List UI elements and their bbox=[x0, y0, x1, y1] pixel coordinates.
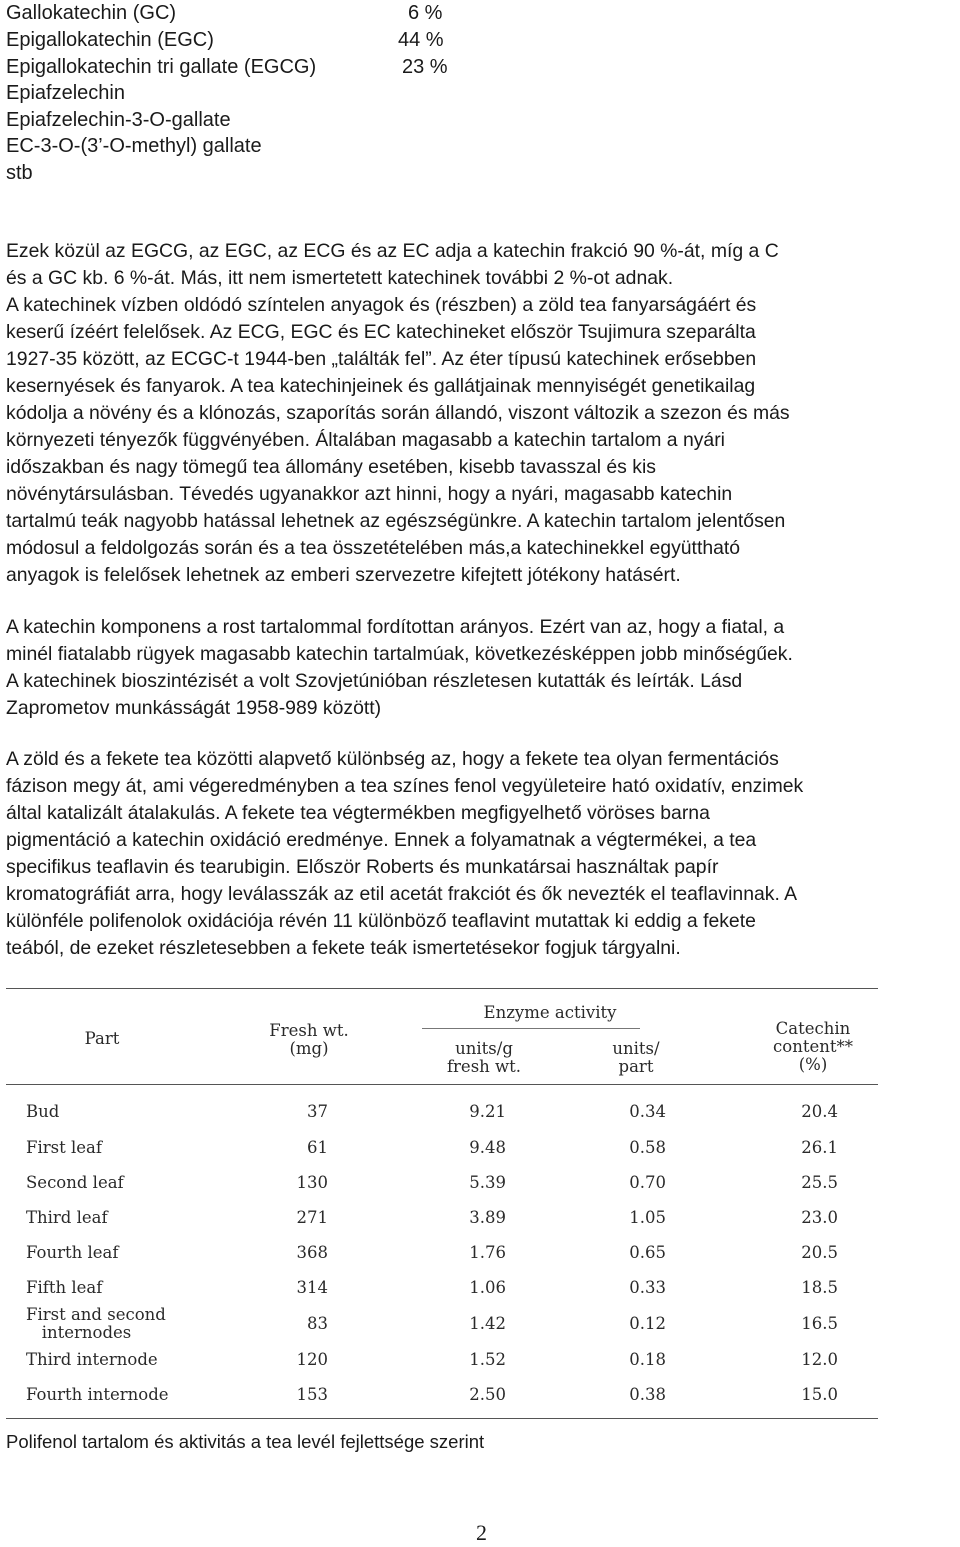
row-catechin: 26.1 bbox=[801, 1138, 838, 1157]
header-catechin: Catechin bbox=[775, 1019, 851, 1038]
row-units-part: 0.65 bbox=[629, 1243, 666, 1262]
row-units-part: 0.58 bbox=[629, 1138, 666, 1157]
row-part: Fourth internode bbox=[26, 1385, 169, 1404]
row-fresh: 120 bbox=[296, 1350, 328, 1369]
list-item-value: 44 % bbox=[398, 29, 444, 51]
list-item: Epigallokatechin tri gallate (EGCG) bbox=[6, 56, 317, 78]
list-item: Epigallokatechin (EGC) bbox=[6, 29, 214, 51]
row-catechin: 25.5 bbox=[801, 1173, 838, 1192]
row-units-part: 0.70 bbox=[629, 1173, 666, 1192]
paragraph-catechin-fractions: Ezek közül az EGCG, az EGC, az ECG és az EC adja a katechin frakció 90 %-át, míg a C és a GC kb. 6 %-át. Más, itt nem ismertetett katechinek további 2 %-ot adnak. A katechinek vízben oldódó színtelen anyagok és (részben) a zöld tea fanyarságáért és keserű ízéért felelősek. Az ECG, EGC és EC katechineket először Tsujimura szeparálta 1927-35 között, az ECGC-t 1944-ben „találták fel”. Az éter típusú katechinek erősebben kesernyések és fanyarok. A tea katechinjeinek és gallátjainak mennyiségét genetikailag kódolja a növény és a klónozás, szaporítás során állandó, viszont változik a szezon és más környezeti tényezők függvényében. Általában magasabb a katechin tartalom a nyári időszakban és nagy tömegű tea állomány esetében, kisebb tavasszal és kis növénytársulásban. Tévedés ugyanakkor azt hinni, hogy a nyári, magasabb katechin tartalmú teák nagyobb hatással lehetnek az egészségünkre. A katechin tartalom jelentősen módosul a feldolgozás során és a tea összetételében más,a katechinekkel együttható anyagok is felelősek lehetnek az emberi szervezetre kifejtett jótékony hatásért. bbox=[6, 240, 790, 586]
header-enzyme-activity: Enzyme activity bbox=[483, 1003, 617, 1022]
row-units-part: 0.34 bbox=[629, 1102, 666, 1121]
row-units-part: 0.38 bbox=[629, 1385, 666, 1404]
row-catechin: 16.5 bbox=[801, 1314, 838, 1333]
row-part: Second leaf bbox=[26, 1173, 124, 1192]
table-top-rule bbox=[6, 988, 878, 989]
row-part: Bud bbox=[26, 1102, 60, 1121]
row-part: Fourth leaf bbox=[26, 1243, 119, 1262]
row-units-g: 1.06 bbox=[469, 1278, 506, 1297]
list-item: stb bbox=[6, 162, 33, 184]
row-catechin: 12.0 bbox=[801, 1350, 838, 1369]
list-item-value: 6 % bbox=[408, 2, 443, 24]
row-part: First and second internodes bbox=[26, 1305, 166, 1342]
row-units-part: 0.33 bbox=[629, 1278, 666, 1297]
paragraph-fiber-content: A katechin komponens a rost tartalommal fordítottan arányos. Ezért van az, hogy a fiatal, a minél fiatalabb rügyek magasabb katechin tartalmúak, következésképpen jobb minőségűek. A katechinek bioszintézisét a volt Szovjetúnióban részletesen kutatták és leírták. Lásd Zaprometov munkásságát 1958-989 között) bbox=[6, 616, 793, 719]
header-catechin-3: (%) bbox=[798, 1055, 828, 1074]
row-fresh: 368 bbox=[296, 1243, 328, 1262]
row-catechin: 18.5 bbox=[801, 1278, 838, 1297]
row-catechin: 15.0 bbox=[801, 1385, 838, 1404]
header-fresh-wt: Fresh wt. bbox=[269, 1021, 349, 1040]
row-part: Fifth leaf bbox=[26, 1278, 103, 1297]
row-catechin: 20.5 bbox=[801, 1243, 838, 1262]
row-units-g: 1.52 bbox=[469, 1350, 506, 1369]
enzyme-rule bbox=[422, 1028, 640, 1029]
row-units-g: 2.50 bbox=[469, 1385, 506, 1404]
row-units-g: 3.89 bbox=[469, 1208, 506, 1227]
table-bottom-rule bbox=[6, 1418, 878, 1419]
row-units-part: 1.05 bbox=[629, 1208, 666, 1227]
row-units-g: 5.39 bbox=[469, 1173, 506, 1192]
row-units-g: 1.42 bbox=[469, 1314, 506, 1333]
row-part: Third leaf bbox=[26, 1208, 108, 1227]
row-fresh: 37 bbox=[307, 1102, 328, 1121]
table-caption: Polifenol tartalom és aktivitás a tea levél fejlettsége szerint bbox=[6, 1431, 485, 1452]
row-units-g: 9.21 bbox=[469, 1102, 506, 1121]
enzyme-activity-table bbox=[6, 988, 878, 1422]
list-item: EC-3-O-(3’-O-methyl) gallate bbox=[6, 135, 262, 157]
header-fresh-wt-unit: (mg) bbox=[289, 1039, 329, 1058]
list-item-value: 23 % bbox=[402, 56, 448, 78]
list-item: Epiafzelechin-3-O-gallate bbox=[6, 109, 231, 131]
row-units-g: 9.48 bbox=[469, 1138, 506, 1157]
row-units-g: 1.76 bbox=[469, 1243, 506, 1262]
row-catechin: 23.0 bbox=[801, 1208, 838, 1227]
header-units-g-2: fresh wt. bbox=[446, 1057, 522, 1076]
row-fresh: 83 bbox=[307, 1314, 328, 1333]
row-fresh: 61 bbox=[307, 1138, 328, 1157]
paragraph-fermentation: A zöld és a fekete tea közötti alapvető különbség az, hogy a fekete tea olyan fermentációs fázison megy át, ami végeredményben a tea színes fenol vegyületeire ható oxidatív, enzimek által katalizált átalakulás. A fekete tea végtermékben megfigyelhető vöröses barna pigmentáció a katechin oxidáció eredménye. Ennek a folyamatnak a végtermékei, a tea specifikus teaflavin és tearubigin. Először Roberts és munkatársai használtak papír kromatográfiát arra, hogy leválasszák az etil acetát frakciót és ők nevezték el teaflavinnak. A különféle polifenolok oxidációja révén 11 különböző teaflavint mutattak ki eddig a fekete teából, de ezeket részletesebben a fekete teák ismertetésekor fogjuk tárgyalni. bbox=[6, 748, 804, 959]
row-part: First leaf bbox=[26, 1138, 102, 1157]
row-catechin: 20.4 bbox=[801, 1102, 838, 1121]
row-units-part: 0.18 bbox=[629, 1350, 666, 1369]
header-part: Part bbox=[84, 1029, 120, 1048]
row-units-part: 0.12 bbox=[629, 1314, 666, 1333]
row-fresh: 271 bbox=[296, 1208, 328, 1227]
row-fresh: 153 bbox=[296, 1385, 328, 1404]
page-number: 2 bbox=[476, 1520, 487, 1545]
row-fresh: 130 bbox=[296, 1173, 328, 1192]
header-units-g: units/g bbox=[455, 1039, 513, 1058]
header-units-part: units/ bbox=[612, 1039, 660, 1058]
row-part: Third internode bbox=[26, 1350, 158, 1369]
header-units-part-2: part bbox=[618, 1057, 654, 1076]
row-fresh: 314 bbox=[296, 1278, 328, 1297]
list-item: Gallokatechin (GC) bbox=[6, 2, 177, 24]
list-item: Epiafzelechin bbox=[6, 82, 125, 104]
header-bottom-rule bbox=[6, 1084, 878, 1085]
header-catechin-2: content** bbox=[773, 1037, 853, 1056]
